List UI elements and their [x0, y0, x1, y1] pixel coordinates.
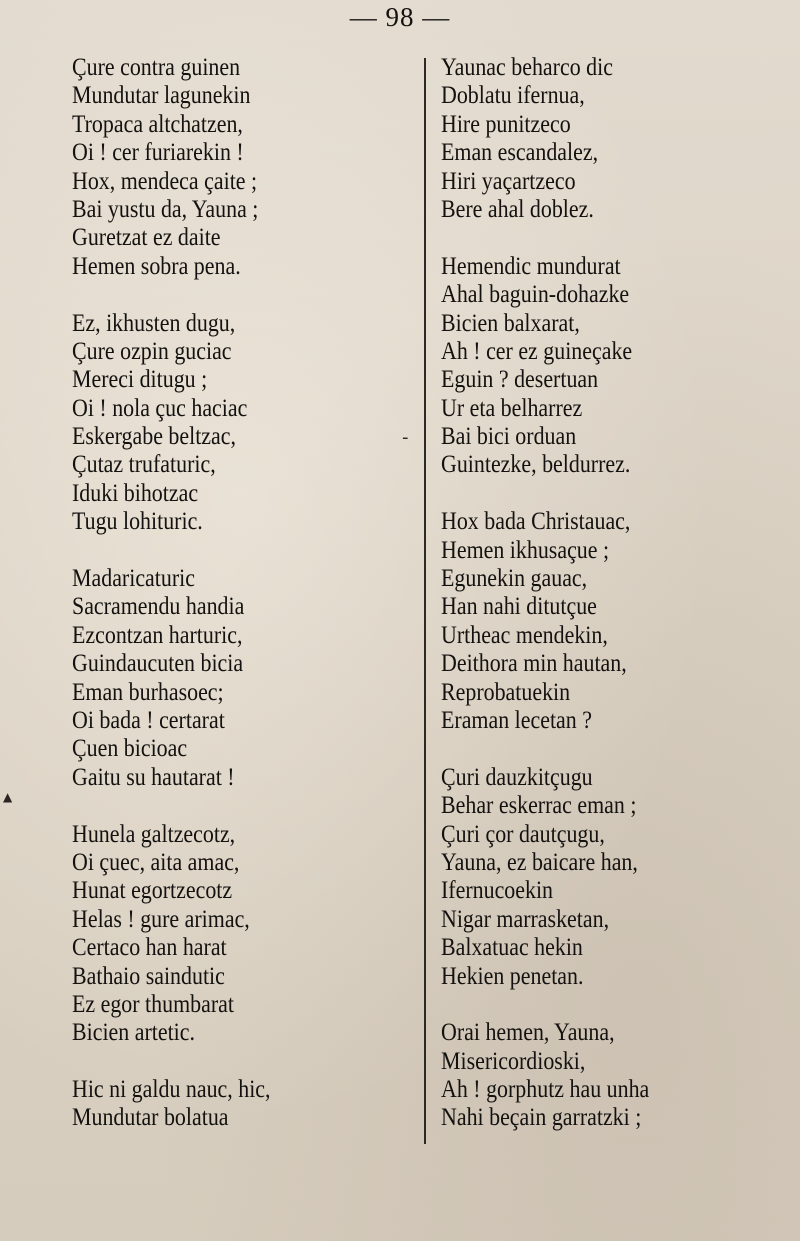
verse-line: Hox bada Christauac,: [441, 506, 631, 536]
verse-line: Iduki bihotzac: [72, 477, 199, 507]
verse-line: Hemen sobra pena.: [72, 250, 241, 280]
verse-line: Han nahi ditutçue: [441, 591, 597, 621]
verse-line: Ezcontzan harturic,: [72, 619, 243, 649]
verse-line: Egunekin gauac,: [441, 563, 588, 593]
verse-line: Mundutar bolatua: [72, 1102, 229, 1132]
verse-line: Çuri dauzkitçugu: [441, 761, 593, 791]
verse-line: Eskergabe beltzac,: [72, 421, 236, 451]
margin-arrow-icon: ▲: [3, 790, 13, 804]
verse-line: Ah ! gorphutz hau unha: [441, 1074, 650, 1104]
verse-line: Certaco han harat: [72, 932, 227, 962]
verse-line: Sacramendu handia: [72, 591, 245, 621]
verse-line: Mundutar lagunekin: [72, 80, 251, 110]
left-column: [72, 53, 271, 1160]
verse-line: Çutaz trufaturic,: [72, 449, 216, 479]
stanza: [72, 820, 271, 1047]
page-number: — 98 —: [349, 2, 451, 32]
verse-line: Ah ! cer ez guineçake: [441, 335, 633, 365]
verse-line: Yauna, ez baicare han,: [441, 846, 638, 876]
verse-line: Bai yustu da, Yauna ;: [72, 193, 259, 223]
verse-line: Hire punitzeco: [441, 108, 571, 138]
verse-line: Eman escandalez,: [441, 137, 599, 167]
stanza: [441, 763, 649, 990]
verse-line: Bicien artetic.: [72, 1017, 195, 1047]
verse-line: Tugu lohituric.: [72, 506, 203, 536]
margin-dash-icon: -: [402, 427, 409, 448]
verse-line: Eraman lecetan ?: [441, 704, 592, 734]
verse-line: Çuen bicioac: [72, 733, 188, 763]
verse-line: Eman burhasoec;: [72, 676, 224, 706]
verse-line: Tropaca altchatzen,: [72, 108, 243, 138]
verse-line: Madaricaturic: [72, 563, 195, 593]
verse-line: Orai hemen, Yauna,: [441, 1017, 615, 1047]
verse-line: Hemendic mundurat: [441, 250, 621, 280]
stanza: [72, 309, 271, 536]
verse-line: Çuri çor dautçugu,: [441, 818, 605, 848]
verse-line: Hiri yaçartzeco: [441, 165, 576, 195]
verse-line: Eguin ? desertuan: [441, 364, 599, 394]
stanza: [72, 1075, 271, 1132]
verse-line: Gaitu su hautarat !: [72, 761, 235, 791]
stanza: [72, 53, 271, 280]
verse-line: Hunat egortzecotz: [72, 875, 233, 905]
verse-line: Misericordioski,: [441, 1045, 586, 1075]
stanza: [441, 1018, 649, 1132]
stanza: [441, 252, 649, 479]
verse-line: Yaunac beharco dic: [441, 52, 613, 81]
verse-line: Ifernucoekin: [441, 875, 554, 905]
verse-line: Hox, mendeca çaite ;: [72, 165, 258, 195]
verse-line: Balxatuac hekin: [441, 932, 583, 962]
verse-line: Doblatu ifernua,: [441, 80, 585, 110]
verse-line: Guretzat ez daite: [72, 222, 221, 252]
verse-line: Oi çuec, aita amac,: [72, 846, 240, 876]
verse-line: Hunela galtzecotz,: [72, 818, 236, 848]
right-column: [441, 53, 649, 1160]
verse-line: Ez egor thumbarat: [72, 988, 234, 1018]
verse-line: Bathaio saindutic: [72, 960, 225, 990]
stanza: [441, 53, 649, 223]
verse-line: Çure ozpin guciac: [72, 335, 232, 365]
stanza: [441, 507, 649, 734]
verse-line: Reprobatuekin: [441, 676, 571, 706]
verse-line: Oi ! nola çuc haciac: [72, 392, 248, 422]
verse-line: Mereci ditugu ;: [72, 364, 208, 394]
verse-line: Hemen ikhusaçue ;: [441, 534, 610, 564]
verse-line: Bai bici orduan: [441, 421, 577, 451]
verse-line: Hic ni galdu nauc, hic,: [72, 1074, 271, 1104]
verse-line: Ur eta belharrez: [441, 392, 583, 422]
verse-line: Urtheac mendekin,: [441, 619, 608, 649]
verse-line: Guintezke, beldurrez.: [441, 449, 631, 479]
verse-line: Ahal baguin-dohazke: [441, 279, 630, 309]
verse-line: Deithora min hautan,: [441, 648, 627, 678]
column-divider: [424, 58, 426, 1144]
verse-line: Bicien balxarat,: [441, 307, 580, 337]
verse-line: Guindaucuten bicia: [72, 648, 244, 678]
verse-line: Çure contra guinen: [72, 52, 241, 81]
verse-line: Oi bada ! certarat: [72, 704, 225, 734]
verse-line: Nigar marrasketan,: [441, 903, 610, 933]
verse-line: Nahi beçain garratzki ;: [441, 1102, 642, 1132]
verse-line: Bere ahal doblez.: [441, 193, 594, 223]
verse-line: Ez, ikhusten dugu,: [72, 307, 236, 337]
verse-line: Hekien penetan.: [441, 960, 584, 990]
verse-line: Behar eskerrac eman ;: [441, 790, 637, 820]
verse-line: Helas ! gure arimac,: [72, 903, 250, 933]
verse-line: Oi ! cer furiarekin !: [72, 137, 244, 167]
stanza: [72, 564, 271, 791]
